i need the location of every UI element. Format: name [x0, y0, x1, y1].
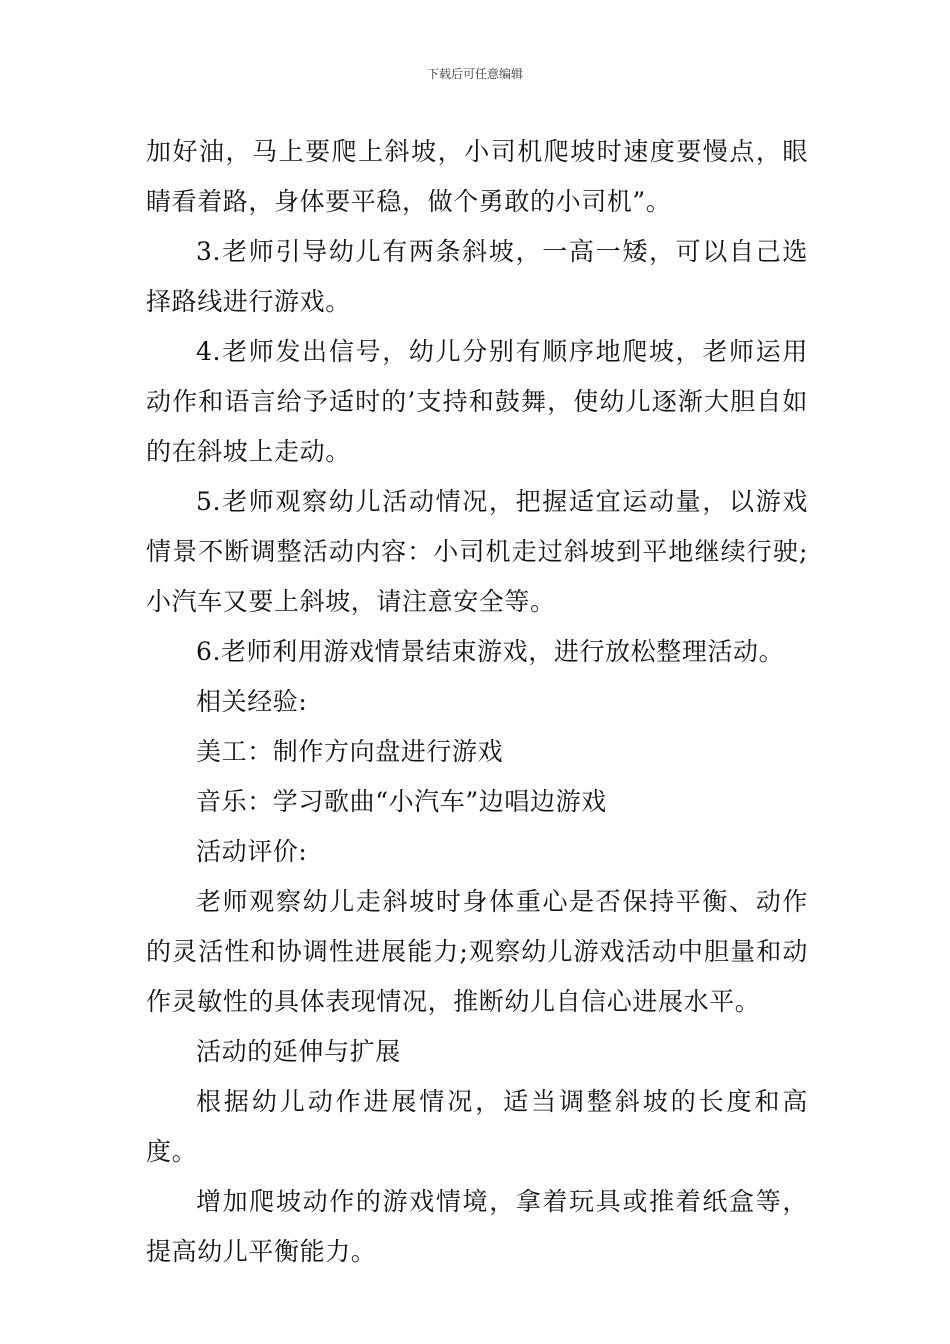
paragraph-evaluation: 老师观察幼儿走斜坡时身体重心是否保持平衡、动作的灵活性和协调性进展能力;观察幼儿游戏活动中胆量和动作灵敏性的具体表现情况，推断幼儿自信心进展水平。 — [146, 887, 808, 1016]
paragraph-step-4: 4.老师发出信号，幼儿分别有顺序地爬坡，老师运用动作和语言给予适时的’支持和鼓舞，使幼儿逐渐大胆自如的在斜坡上走动。 — [146, 337, 808, 466]
section-heading-extension: 活动的延伸与扩展 — [196, 1037, 401, 1066]
paragraph-music: 音乐：学习歌曲“小汽车”边唱边游戏 — [196, 787, 607, 816]
paragraph-extension-2: 增加爬坡动作的游戏情境，拿着玩具或推着纸盒等，提高幼儿平衡能力。 — [146, 1187, 808, 1266]
document-body — [146, 127, 808, 1277]
page-header: 下载后可任意编辑 — [426, 67, 523, 81]
section-heading-related-experience: 相关经验: — [196, 687, 308, 716]
paragraph-step-5: 5.老师观察幼儿活动情况，把握适宜运动量，以游戏情景不断调整活动内容：小司机走过斜坡到平地继续行驶;小汽车又要上斜坡，请注意安全等。 — [146, 487, 808, 616]
paragraph-continuation: 加好油，马上要爬上斜坡，小司机爬坡时速度要慢点，眼睛看着路，身体要平稳，做个勇敢的小司机”。 — [146, 137, 808, 216]
section-heading-evaluation: 活动评价: — [196, 837, 308, 866]
paragraph-art: 美工：制作方向盘进行游戏 — [196, 737, 504, 766]
paragraph-step-3: 3.老师引导幼儿有两条斜坡，一高一矮，可以自己选择路线进行游戏。 — [146, 237, 808, 316]
paragraph-step-6: 6.老师利用游戏情景结束游戏，进行放松整理活动。 — [196, 637, 785, 666]
paragraph-extension-1: 根据幼儿动作进展情况，适当调整斜坡的长度和高度。 — [146, 1087, 808, 1166]
